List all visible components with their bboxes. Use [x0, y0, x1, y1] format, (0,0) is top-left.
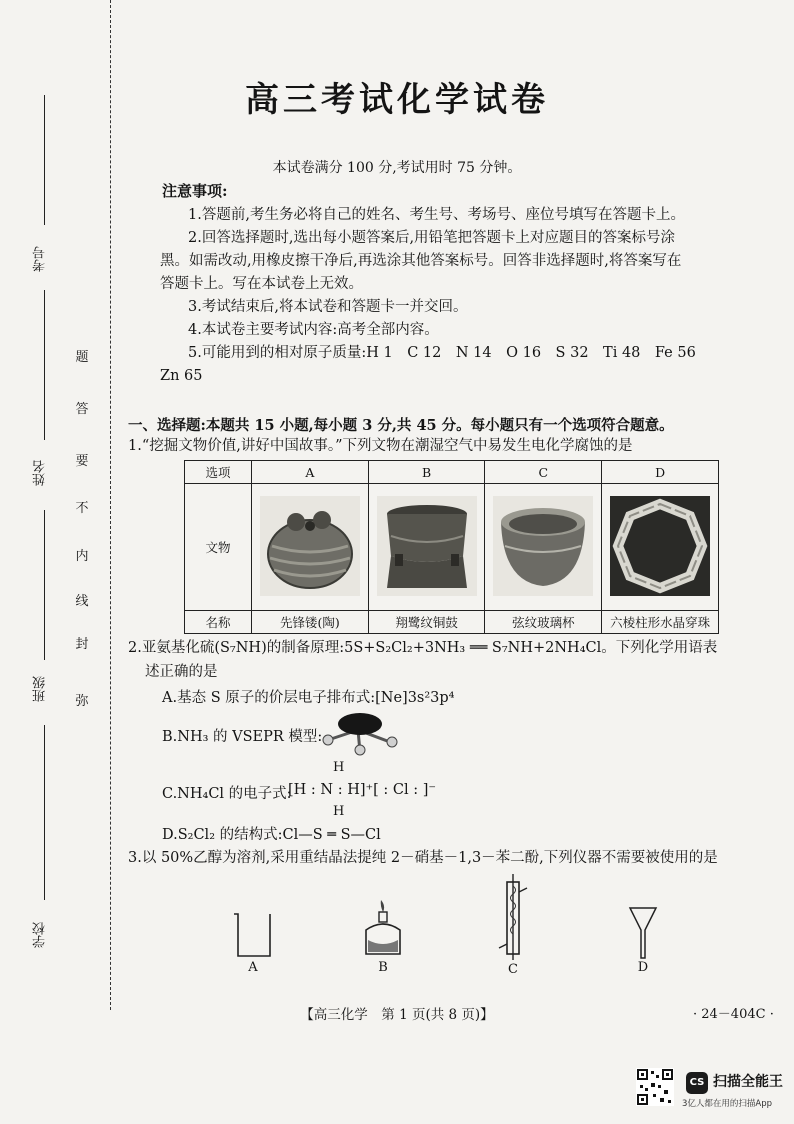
relics-table: [184, 460, 719, 634]
notice-line: 4.本试卷主要考试内容:高考全部内容。: [188, 322, 439, 338]
relic-image-b: [368, 484, 485, 611]
condenser-tube-icon: [496, 872, 530, 962]
scanner-tagline: 3亿人都在用的扫描App: [682, 1099, 773, 1109]
notice-line: 1.答题前,考生务必将自己的姓名、考生号、考场号、座位号填写在答题卡上。: [188, 207, 685, 223]
notice-line: 3.考试结束后,将本试卷和答题卡一并交回。: [188, 299, 468, 315]
funnel-icon: [628, 904, 658, 962]
electron-formula-h-bottom: H: [333, 804, 345, 819]
qr-code-icon: [636, 1068, 674, 1106]
question-3-stem: 3.以 50%乙醇为溶剂,采用重结晶法提纯 2－硝基－1,3－苯二酚,下列仪器不需要被使用的是: [128, 850, 718, 866]
question-2-option-c-formula: [H : N : H]⁺[ : Cl : ]⁻: [288, 782, 437, 798]
question-2-option-a: A.基态 S 原子的价层电子排布式:[Ne]3s²3p⁴: [162, 690, 455, 706]
apparatus-label-a: A: [248, 960, 258, 975]
binding-dashed-line: [110, 0, 111, 1010]
notice-line: 黑。如需改动,用橡皮擦干净后,再选涂其他答案标号。回答非选择题时,将答案写在: [160, 253, 682, 269]
seal-char: 题: [75, 350, 89, 365]
alcohol-lamp-icon: [360, 896, 406, 960]
exam-title: 高三考试化学试卷: [245, 80, 549, 120]
seal-char: 答: [75, 402, 89, 417]
beaker-icon: [230, 910, 276, 960]
apparatus-label-b: B: [378, 960, 388, 975]
relic-name-c: 弦纹玻璃杯: [485, 611, 602, 634]
side-fill-name-top: [44, 290, 45, 440]
table-header-d: D: [602, 461, 719, 484]
scanner-logo: CS: [686, 1072, 708, 1094]
question-1-stem: 1.“挖掘文物价值,讲好中国故事。”下列文物在潮湿空气中易发生电化学腐蚀的是: [128, 438, 633, 454]
side-label-school: 学校: [33, 922, 48, 948]
relic-image-a: [252, 484, 369, 611]
question-2-option-b: B.NH₃ 的 VSEPR 模型:: [162, 729, 323, 745]
notice-line: 5.可能用到的相对原子质量:H 1 C 12 N 14 O 16 S 32 Ti 48 Fe 56: [188, 345, 696, 361]
side-fill-class-top: [44, 510, 45, 660]
question-2-stem-line2: 述正确的是: [145, 664, 218, 680]
glass-cup-image: [493, 496, 593, 596]
table-header-c: C: [485, 461, 602, 484]
section-heading: 一、选择题:本题共 15 小题,每小题 3 分,共 45 分。每小题只有一个选项符合题意。: [128, 417, 674, 434]
relic-image-c: [485, 484, 602, 611]
table-row-label-relic: 文物: [185, 484, 252, 611]
question-2-option-c-prefix: C.NH₄Cl 的电子式:: [162, 786, 292, 802]
table-row-label-name: 名称: [185, 611, 252, 634]
crystal-beads-image: [610, 496, 710, 596]
side-label-name: 姓名: [33, 460, 48, 486]
seal-char: 内: [75, 549, 89, 564]
seal-char: 封: [75, 637, 89, 652]
notice-heading: 注意事项:: [162, 182, 228, 200]
paper-code: · 24－404C ·: [693, 1007, 774, 1022]
scanner-brand-name: 扫描全能王: [713, 1074, 783, 1090]
relic-image-d: [602, 484, 719, 611]
side-fill-school-top: [44, 725, 45, 900]
seal-char: 不: [75, 501, 89, 516]
pottery-jar-image: [260, 496, 360, 596]
notice-line: 答题卡上。写在本试卷上无效。: [160, 276, 363, 292]
table-header-b: B: [368, 461, 485, 484]
seal-char: 要: [75, 454, 89, 469]
vsepr-model-icon: [318, 710, 408, 756]
page-footer: 【高三化学 第 1 页(共 8 页)】: [300, 1007, 494, 1023]
exam-subtitle: 本试卷满分 100 分,考试用时 75 分钟。: [272, 160, 522, 176]
side-label-class: 班级: [33, 676, 48, 702]
relic-name-b: 翔鹭纹铜鼓: [368, 611, 485, 634]
apparatus-label-c: C: [508, 962, 518, 977]
question-2-stem-line1: 2.亚氨基化硫(S₇NH)的制备原理:5S+S₂Cl₂+3NH₃ ══ S₇NH+2NH₄Cl。下列化学用语表: [128, 640, 718, 656]
seal-char: 线: [75, 594, 89, 609]
relic-name-a: 先锋镂(陶): [252, 611, 369, 634]
relic-name-d: 六棱柱形水晶穿珠: [602, 611, 719, 634]
notice-line: Zn 65: [160, 368, 203, 384]
side-label-exam-no: 考号: [33, 246, 48, 272]
question-2-option-d: D.S₂Cl₂ 的结构式:Cl—S ═ S—Cl: [162, 827, 381, 843]
seal-char: 弥: [75, 694, 89, 709]
notice-line: 2.回答选择题时,选出每小题答案后,用铅笔把答题卡上对应题目的答案标号涂: [188, 230, 676, 246]
apparatus-label-d: D: [637, 960, 649, 975]
table-header-option: 选项: [185, 461, 252, 484]
electron-formula-h-top: H: [333, 760, 345, 775]
bronze-drum-image: [377, 496, 477, 596]
table-header-a: A: [252, 461, 369, 484]
